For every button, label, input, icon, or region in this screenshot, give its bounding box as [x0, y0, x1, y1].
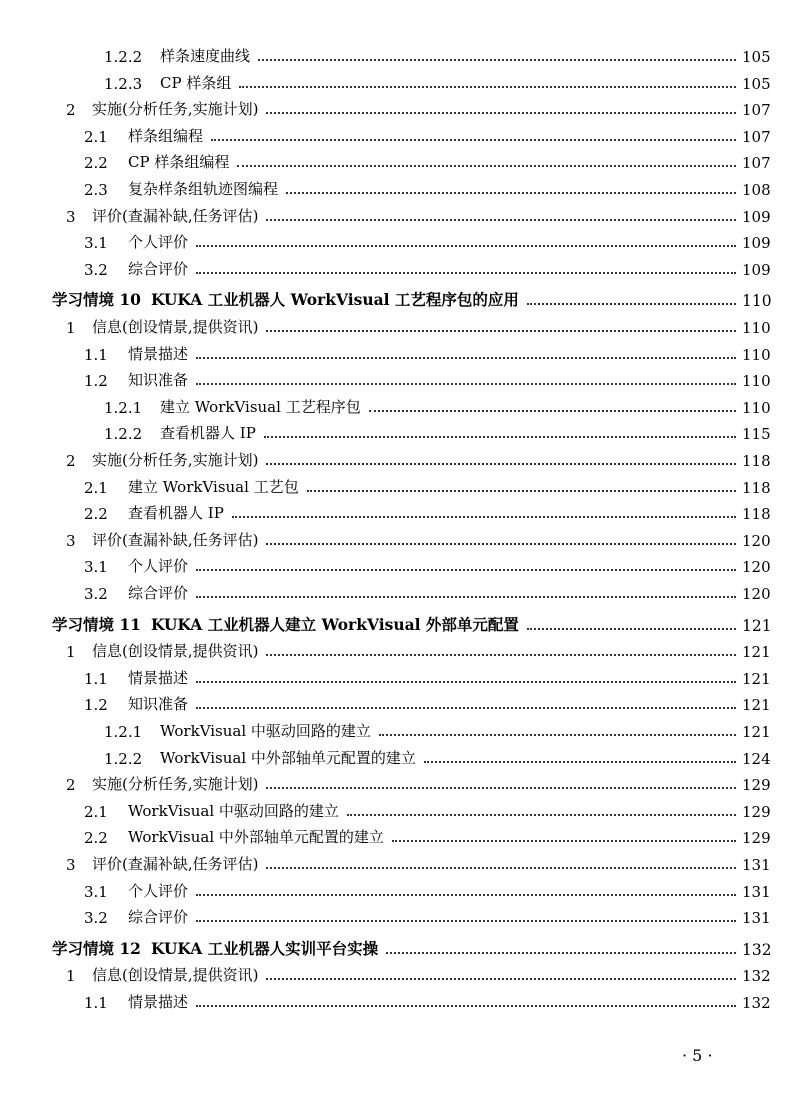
- toc-entry-page: 110: [742, 372, 771, 390]
- toc-entry: [0, 366, 790, 390]
- dot-leader: [239, 86, 736, 88]
- toc-entry: [0, 797, 790, 821]
- toc-entry-title: 个人评价: [128, 557, 189, 575]
- toc-entry-page: 109: [742, 208, 771, 226]
- toc-entry-page: 109: [742, 261, 771, 279]
- toc-entry-title: KUKA 工业机器人 WorkVisual 工艺程序包的应用: [150, 290, 519, 309]
- toc-entry-page: 109: [742, 234, 771, 252]
- toc-entry-page: 118: [742, 505, 771, 523]
- toc-entry: [0, 255, 790, 279]
- toc-entry: [0, 202, 790, 226]
- toc-entry-page: 121: [742, 670, 771, 688]
- toc-entry-title: 情景描述: [128, 345, 189, 363]
- toc-entry: [0, 69, 790, 93]
- toc-entry-title: 综合评价: [128, 260, 189, 278]
- toc-entry-page: 105: [742, 48, 771, 66]
- toc-chapter-entry: [0, 935, 790, 959]
- toc-entry-page: 107: [742, 101, 771, 119]
- toc-entry: [0, 122, 790, 146]
- toc-entry: [0, 499, 790, 523]
- toc-entry-page: 110: [742, 292, 772, 310]
- toc-entry-page: 107: [742, 128, 771, 146]
- toc-entry-page: 120: [742, 585, 771, 603]
- toc-entry-page: 132: [742, 941, 772, 959]
- dot-leader: [527, 628, 736, 630]
- toc-entry-page: 118: [742, 452, 771, 470]
- toc-entry-number: 1.2.2: [104, 425, 143, 443]
- dot-leader: [266, 867, 736, 869]
- dot-leader: [211, 139, 736, 141]
- toc-entry-title: WorkVisual 中驱动回路的建立: [160, 722, 371, 740]
- toc-entry-number: 1.2.1: [104, 723, 143, 741]
- dot-leader: [196, 272, 736, 274]
- toc-entry-number: 2.2: [84, 154, 108, 172]
- toc-entry-number: 1.2.3: [104, 75, 143, 93]
- toc-entry-number: 1: [66, 319, 76, 337]
- toc-entry-number: 2.2: [84, 829, 108, 847]
- toc-entry-page: 129: [742, 829, 771, 847]
- toc-entry-number: 3.2: [84, 909, 108, 927]
- toc-entry-page: 129: [742, 803, 771, 821]
- toc-entry-page: 120: [742, 558, 771, 576]
- toc-entry-title: KUKA 工业机器人建立 WorkVisual 外部单元配置: [150, 615, 519, 634]
- toc-entry-title: 综合评价: [128, 908, 189, 926]
- toc-entry-page: 110: [742, 319, 771, 337]
- toc-entry: [0, 446, 790, 470]
- toc-entry-title: 知识准备: [128, 371, 189, 389]
- toc-entry: [0, 579, 790, 603]
- toc-entry-page: 132: [742, 994, 771, 1012]
- dot-leader: [266, 219, 736, 221]
- toc-entry-number: 3.1: [84, 234, 108, 252]
- toc-entry-number: 学习情境 10: [52, 290, 141, 309]
- toc-entry-number: 1.2: [84, 696, 108, 714]
- toc-entry-title: 信息(创设情景,提供资讯): [92, 318, 259, 336]
- dot-leader: [307, 490, 736, 492]
- toc-entry-number: 1: [66, 643, 76, 661]
- toc-entry: [0, 770, 790, 794]
- dot-leader: [237, 165, 736, 167]
- toc-entry: [0, 961, 790, 985]
- toc-entry-title: WorkVisual 中外部轴单元配置的建立: [160, 749, 416, 767]
- toc-entry-number: 1.2.1: [104, 399, 143, 417]
- dot-leader: [266, 330, 736, 332]
- toc-entry-page: 124: [742, 750, 771, 768]
- toc-entry-title: 实施(分析任务,实施计划): [92, 451, 259, 469]
- dot-leader: [266, 978, 736, 980]
- toc-entry-number: 3.2: [84, 261, 108, 279]
- toc-entry: [0, 744, 790, 768]
- toc-entry-number: 2.1: [84, 479, 108, 497]
- toc-entry-page: 129: [742, 776, 771, 794]
- toc-entry: [0, 850, 790, 874]
- toc-entry-title: WorkVisual 中外部轴单元配置的建立: [128, 828, 384, 846]
- dot-leader: [527, 303, 736, 305]
- toc-entry-page: 121: [742, 696, 771, 714]
- toc-entry: [0, 42, 790, 66]
- toc-entry: [0, 823, 790, 847]
- toc-entry: [0, 552, 790, 576]
- toc-entry: [0, 664, 790, 688]
- toc-entry-title: 实施(分析任务,实施计划): [92, 775, 259, 793]
- toc-entry-page: 132: [742, 967, 771, 985]
- dot-leader: [286, 192, 736, 194]
- toc-entry: [0, 717, 790, 741]
- dot-leader: [196, 894, 736, 896]
- dot-leader: [196, 383, 736, 385]
- dot-leader: [424, 761, 736, 763]
- toc-entry-number: 2.1: [84, 803, 108, 821]
- toc-entry: [0, 877, 790, 901]
- toc-entry-number: 1.2.2: [104, 48, 143, 66]
- dot-leader: [266, 787, 736, 789]
- toc-entry-title: 样条速度曲线: [160, 47, 251, 65]
- toc-entry-number: 3.1: [84, 883, 108, 901]
- toc-entry: [0, 175, 790, 199]
- toc-entry-number: 3: [66, 532, 76, 550]
- dot-leader: [196, 707, 736, 709]
- toc-entry-page: 131: [742, 883, 771, 901]
- toc-entry-number: 1.1: [84, 346, 108, 364]
- toc-entry: [0, 419, 790, 443]
- toc-chapter-entry: [0, 611, 790, 635]
- toc-entry: [0, 95, 790, 119]
- toc-entry-title: 建立 WorkVisual 工艺程序包: [160, 398, 361, 416]
- toc-entry-page: 110: [742, 399, 771, 417]
- dot-leader: [264, 436, 736, 438]
- toc-entry-title: 样条组编程: [128, 127, 204, 145]
- toc-entry-title: WorkVisual 中驱动回路的建立: [128, 802, 339, 820]
- toc-entry-page: 121: [742, 617, 772, 635]
- toc-entry-title: 知识准备: [128, 695, 189, 713]
- toc-entry-title: 综合评价: [128, 584, 189, 602]
- toc-entry-title: 个人评价: [128, 882, 189, 900]
- toc-entry: [0, 526, 790, 550]
- dot-leader: [266, 654, 736, 656]
- toc-entry-title: 评价(查漏补缺,任务评估): [92, 207, 259, 225]
- toc-entry-title: 实施(分析任务,实施计划): [92, 100, 259, 118]
- toc-entry-title: 查看机器人 IP: [128, 504, 224, 522]
- toc-entry-title: CP 样条组编程: [128, 153, 230, 171]
- toc-entry-page: 121: [742, 643, 771, 661]
- toc-entry-number: 1: [66, 967, 76, 985]
- toc-entry-title: 复杂样条组轨迹图编程: [128, 180, 279, 198]
- toc-entry-number: 学习情境 12: [52, 939, 141, 958]
- dot-leader: [266, 463, 736, 465]
- toc-entry: [0, 637, 790, 661]
- toc-entry-page: 115: [742, 425, 771, 443]
- toc-entry-page: 120: [742, 532, 771, 550]
- toc-entry-number: 2: [66, 452, 76, 470]
- toc-entry-number: 3: [66, 856, 76, 874]
- toc-entry: [0, 313, 790, 337]
- dot-leader: [392, 840, 736, 842]
- toc-entry-page: 108: [742, 181, 771, 199]
- toc-entry-number: 2: [66, 101, 76, 119]
- dot-leader: [379, 734, 736, 736]
- dot-leader: [386, 952, 736, 954]
- toc-entry-page: 131: [742, 909, 771, 927]
- toc-entry-number: 2.3: [84, 181, 108, 199]
- toc-entry: [0, 690, 790, 714]
- toc-entry-page: 110: [742, 346, 771, 364]
- toc-entry-page: 131: [742, 856, 771, 874]
- dot-leader: [266, 543, 736, 545]
- toc-entry-number: 1.1: [84, 670, 108, 688]
- toc-entry-title: 情景描述: [128, 993, 189, 1011]
- toc-entry-number: 1.2.2: [104, 750, 143, 768]
- dot-leader: [369, 410, 736, 412]
- toc-entry-number: 2.1: [84, 128, 108, 146]
- toc-entry-number: 3: [66, 208, 76, 226]
- page-number: · 5 ·: [682, 1046, 713, 1065]
- toc-entry: [0, 903, 790, 927]
- toc-entry-page: 121: [742, 723, 771, 741]
- toc-entry-title: CP 样条组: [160, 74, 232, 92]
- dot-leader: [196, 596, 736, 598]
- toc-entry-page: 105: [742, 75, 771, 93]
- toc-entry-number: 2: [66, 776, 76, 794]
- dot-leader: [347, 814, 736, 816]
- toc-entry: [0, 340, 790, 364]
- toc-entry-title: 个人评价: [128, 233, 189, 251]
- toc-entry-page: 107: [742, 154, 771, 172]
- toc-entry-title: 评价(查漏补缺,任务评估): [92, 531, 259, 549]
- dot-leader: [196, 357, 736, 359]
- dot-leader: [266, 112, 736, 114]
- toc-entry-number: 学习情境 11: [52, 615, 141, 634]
- dot-leader: [196, 569, 736, 571]
- dot-leader: [196, 245, 736, 247]
- dot-leader: [196, 1005, 736, 1007]
- dot-leader: [196, 681, 736, 683]
- toc-entry-number: 1.2: [84, 372, 108, 390]
- toc-entry-title: 信息(创设情景,提供资讯): [92, 966, 259, 984]
- toc-entry-number: 3.1: [84, 558, 108, 576]
- toc-entry: [0, 148, 790, 172]
- toc-entry-title: 建立 WorkVisual 工艺包: [128, 478, 299, 496]
- toc-entry-page: 118: [742, 479, 771, 497]
- toc-entry-number: 2.2: [84, 505, 108, 523]
- toc-chapter-entry: [0, 286, 790, 310]
- toc-entry: [0, 473, 790, 497]
- toc-entry-number: 1.1: [84, 994, 108, 1012]
- toc-entry: [0, 228, 790, 252]
- toc-entry-number: 3.2: [84, 585, 108, 603]
- dot-leader: [196, 920, 736, 922]
- toc-entry-title: 情景描述: [128, 669, 189, 687]
- toc-entry-title: KUKA 工业机器人实训平台实操: [150, 939, 379, 958]
- toc-entry-title: 查看机器人 IP: [160, 424, 256, 442]
- toc-entry: [0, 988, 790, 1012]
- toc-entry-title: 评价(查漏补缺,任务评估): [92, 855, 259, 873]
- toc-entry-title: 信息(创设情景,提供资讯): [92, 642, 259, 660]
- toc-entry: [0, 393, 790, 417]
- dot-leader: [258, 59, 736, 61]
- dot-leader: [232, 516, 736, 518]
